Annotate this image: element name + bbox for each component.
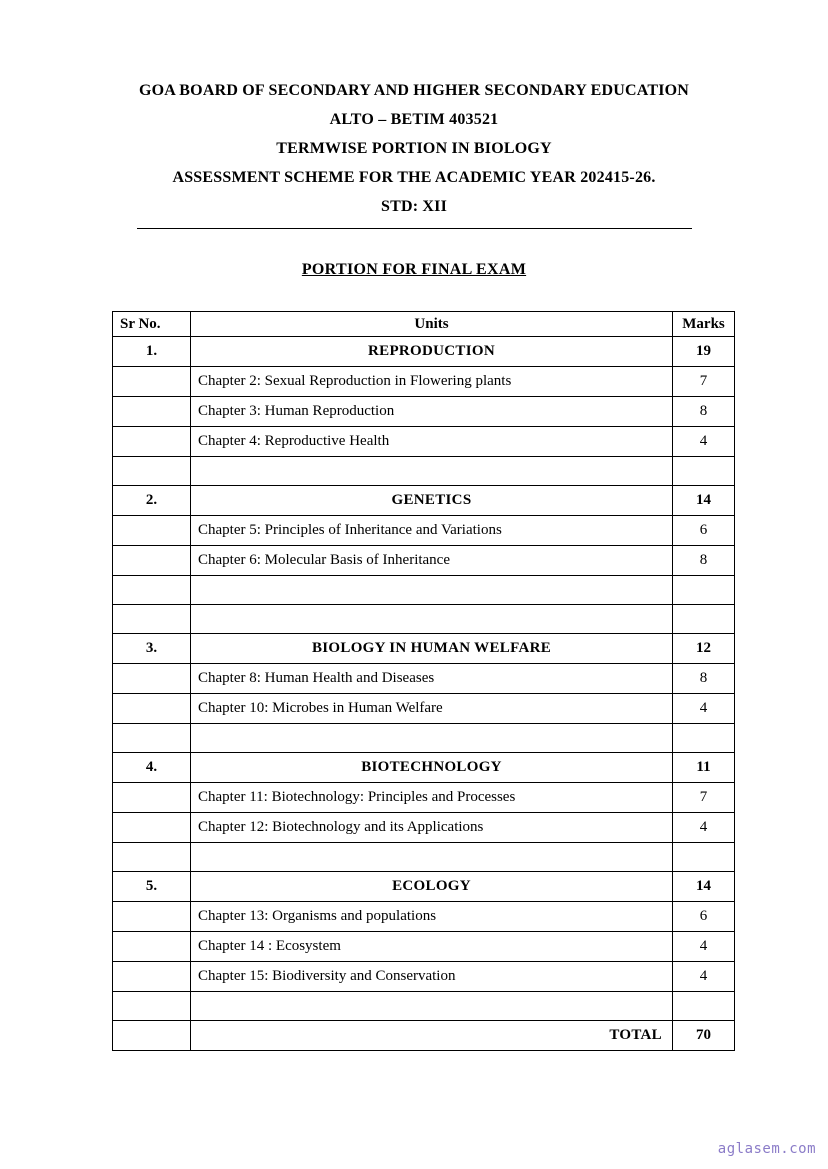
cell-unit: Chapter 8: Human Health and Diseases	[191, 664, 673, 694]
cell-unit: Chapter 5: Principles of Inheritance and Variations	[191, 516, 673, 546]
board-name-line: GOA BOARD OF SECONDARY AND HIGHER SECONDARY EDUCATION	[138, 82, 690, 99]
cell-unit	[191, 724, 673, 753]
cell-sr-no	[113, 397, 191, 427]
column-header-sr-no: Sr No.	[113, 312, 191, 337]
cell-unit: Chapter 6: Molecular Basis of Inheritance	[191, 546, 673, 576]
cell-marks: 19	[673, 337, 735, 367]
cell-unit	[191, 992, 673, 1021]
cell-marks	[673, 457, 735, 486]
cell-unit: Chapter 10: Microbes in Human Welfare	[191, 694, 673, 724]
portion-section-title: PORTION FOR FINAL EXAM	[301, 261, 527, 278]
cell-marks: 8	[673, 546, 735, 576]
table-row	[113, 576, 735, 605]
cell-sr-no: 5.	[113, 872, 191, 902]
cell-marks: 4	[673, 932, 735, 962]
table-row	[113, 843, 735, 872]
cell-marks: 8	[673, 664, 735, 694]
table-row	[113, 783, 735, 813]
table-row	[113, 694, 735, 724]
cell-marks: 11	[673, 753, 735, 783]
cell-marks: 4	[673, 813, 735, 843]
cell-unit: Chapter 12: Biotechnology and its Applications	[191, 813, 673, 843]
document-subject-line: TERMWISE PORTION IN BIOLOGY	[276, 140, 552, 157]
cell-unit: TOTAL	[191, 1021, 673, 1051]
cell-unit	[191, 605, 673, 634]
column-header-units: Units	[191, 312, 673, 337]
table-row	[113, 664, 735, 694]
cell-marks: 14	[673, 486, 735, 516]
table-row	[113, 813, 735, 843]
cell-sr-no	[113, 783, 191, 813]
portion-table-body	[113, 337, 735, 1051]
table-row	[113, 397, 735, 427]
cell-marks: 8	[673, 397, 735, 427]
cell-sr-no	[113, 1021, 191, 1051]
cell-unit: BIOLOGY IN HUMAN WELFARE	[191, 634, 673, 664]
cell-unit: GENETICS	[191, 486, 673, 516]
table-row	[113, 605, 735, 634]
table-row	[113, 1021, 735, 1051]
cell-sr-no	[113, 367, 191, 397]
cell-sr-no: 2.	[113, 486, 191, 516]
cell-sr-no	[113, 992, 191, 1021]
cell-unit	[191, 843, 673, 872]
table-row	[113, 992, 735, 1021]
cell-sr-no	[113, 843, 191, 872]
cell-marks	[673, 843, 735, 872]
table-row	[113, 753, 735, 783]
cell-sr-no	[113, 962, 191, 992]
cell-marks: 6	[673, 902, 735, 932]
cell-sr-no	[113, 516, 191, 546]
cell-marks: 4	[673, 962, 735, 992]
cell-unit: Chapter 3: Human Reproduction	[191, 397, 673, 427]
cell-sr-no: 3.	[113, 634, 191, 664]
cell-unit: Chapter 14 : Ecosystem	[191, 932, 673, 962]
board-address-line: ALTO – BETIM 403521	[329, 111, 499, 128]
cell-marks	[673, 724, 735, 753]
cell-sr-no	[113, 902, 191, 932]
table-row	[113, 367, 735, 397]
table-header-row	[113, 312, 735, 337]
table-row	[113, 486, 735, 516]
assessment-scheme-line: ASSESSMENT SCHEME FOR THE ACADEMIC YEAR 202415-26.	[172, 169, 656, 186]
cell-marks: 14	[673, 872, 735, 902]
header-rule	[137, 228, 692, 229]
cell-marks: 70	[673, 1021, 735, 1051]
table-row	[113, 516, 735, 546]
table-row	[113, 962, 735, 992]
cell-unit: BIOTECHNOLOGY	[191, 753, 673, 783]
cell-sr-no	[113, 457, 191, 486]
table-row	[113, 337, 735, 367]
cell-unit: REPRODUCTION	[191, 337, 673, 367]
document-header	[0, 0, 828, 229]
table-row	[113, 902, 735, 932]
cell-unit: Chapter 11: Biotechnology: Principles and Processes	[191, 783, 673, 813]
cell-marks	[673, 992, 735, 1021]
cell-sr-no: 1.	[113, 337, 191, 367]
cell-marks: 12	[673, 634, 735, 664]
table-row	[113, 724, 735, 753]
cell-unit: Chapter 15: Biodiversity and Conservation	[191, 962, 673, 992]
table-row	[113, 634, 735, 664]
table-row	[113, 546, 735, 576]
cell-sr-no: 4.	[113, 753, 191, 783]
portion-table-head	[113, 312, 735, 337]
cell-sr-no	[113, 932, 191, 962]
cell-sr-no	[113, 724, 191, 753]
cell-sr-no	[113, 427, 191, 457]
cell-unit: Chapter 2: Sexual Reproduction in Flowering plants	[191, 367, 673, 397]
cell-unit: ECOLOGY	[191, 872, 673, 902]
column-header-marks: Marks	[673, 312, 735, 337]
cell-unit	[191, 576, 673, 605]
table-row	[113, 932, 735, 962]
cell-unit	[191, 457, 673, 486]
portion-table	[112, 311, 735, 1051]
cell-unit: Chapter 13: Organisms and populations	[191, 902, 673, 932]
cell-sr-no	[113, 546, 191, 576]
table-row	[113, 427, 735, 457]
table-row	[113, 457, 735, 486]
cell-marks: 7	[673, 367, 735, 397]
standard-line: STD: XII	[380, 198, 448, 215]
cell-sr-no	[113, 605, 191, 634]
cell-sr-no	[113, 576, 191, 605]
cell-marks: 4	[673, 427, 735, 457]
cell-sr-no	[113, 664, 191, 694]
cell-sr-no	[113, 813, 191, 843]
cell-marks	[673, 576, 735, 605]
table-row	[113, 872, 735, 902]
cell-unit: Chapter 4: Reproductive Health	[191, 427, 673, 457]
cell-marks: 4	[673, 694, 735, 724]
cell-marks: 6	[673, 516, 735, 546]
watermark-text: aglasem.com	[717, 1141, 816, 1157]
cell-sr-no	[113, 694, 191, 724]
cell-marks: 7	[673, 783, 735, 813]
cell-marks	[673, 605, 735, 634]
